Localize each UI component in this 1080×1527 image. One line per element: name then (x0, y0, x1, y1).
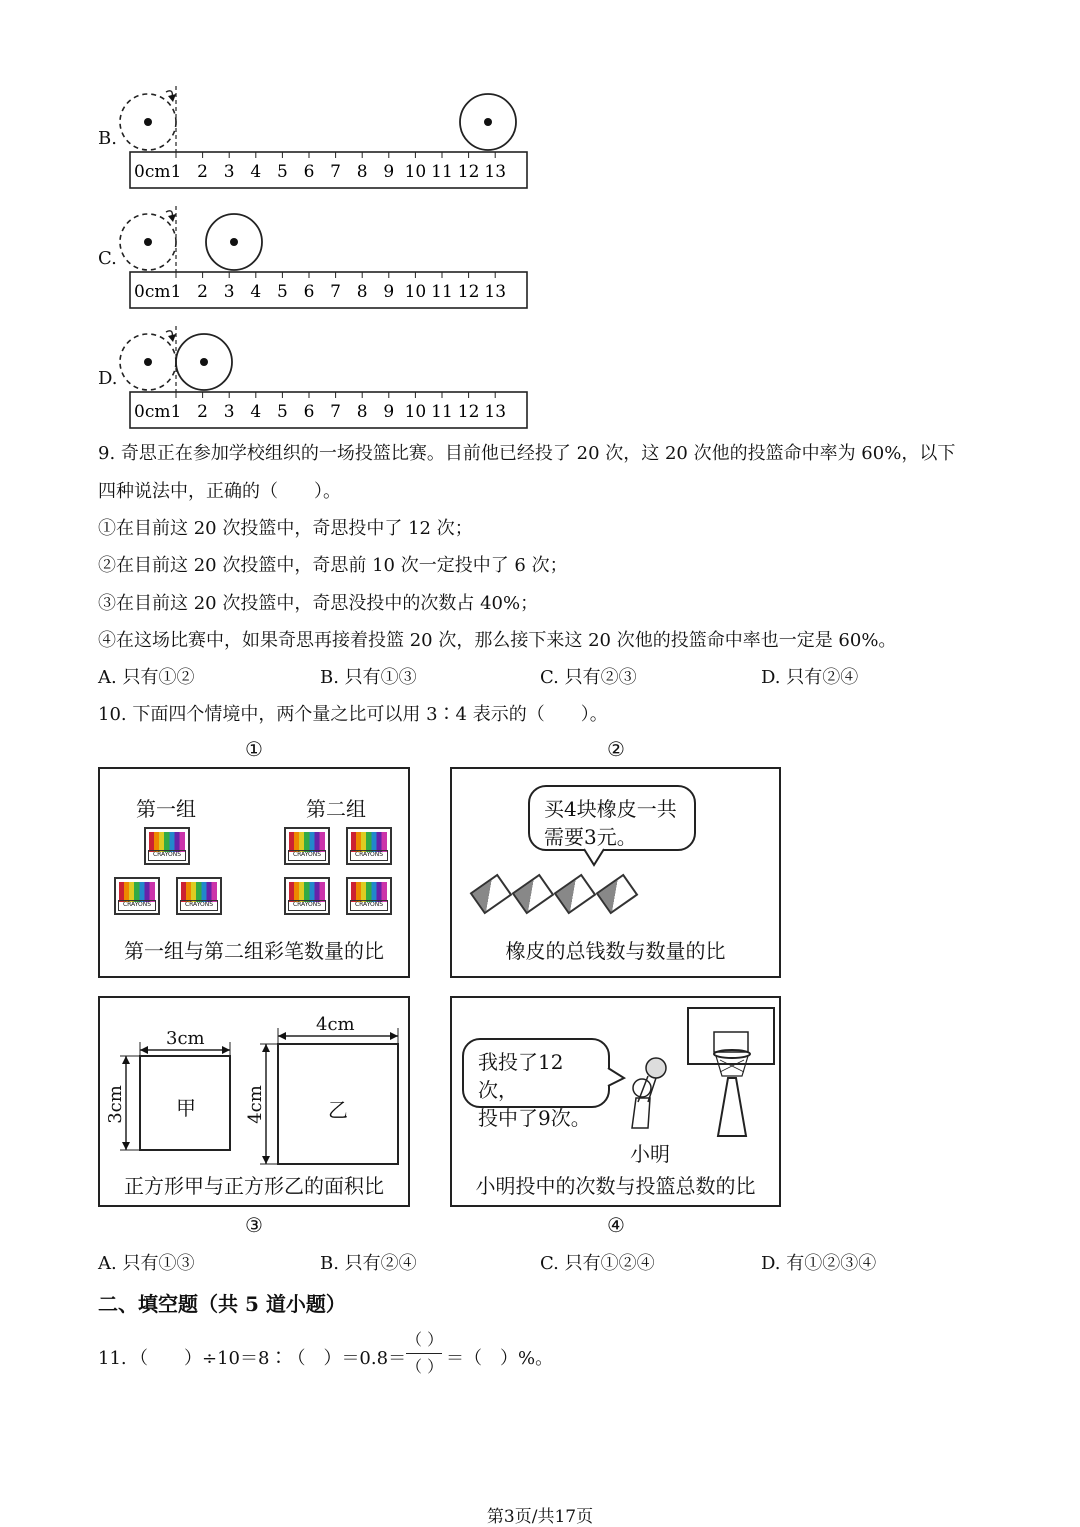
option-label: D. (98, 368, 118, 389)
q10-choice-c[interactable]: C. 只有①②④ (540, 1253, 655, 1274)
q11-number: 11. (98, 1348, 127, 1369)
ruler-tick-label: 5 (276, 402, 288, 422)
ruler-tick-label: 0cm (134, 162, 171, 182)
panel-number-4: ④ (607, 1213, 625, 1237)
q10-choice-a[interactable]: A. 只有①③ (98, 1253, 195, 1274)
q10-choice-b[interactable]: B. 只有②④ (320, 1253, 417, 1274)
q9-choice-b[interactable]: B. 只有①③ (320, 667, 417, 688)
ruler-tick-label: 2 (197, 402, 209, 422)
panel3-caption: 正方形甲与正方形乙的面积比 (124, 1174, 384, 1198)
option-label: C. (98, 248, 117, 269)
speech-bubble (528, 785, 696, 851)
ruler-tick-label: 4 (250, 402, 262, 422)
ruler-tick-label: 10 (404, 282, 427, 302)
square-b-width: 4cm (316, 1014, 355, 1035)
q9-stem-line2: 四种说法中，正确的（ ）。 (98, 481, 341, 502)
crayon-box-icon: CRAYONS (284, 877, 330, 915)
ruler-tick-label: 11 (431, 402, 453, 422)
q11-part2: ＝（ ）%。 (446, 1348, 554, 1369)
panel4-caption: 小明投中的次数与投篮总数的比 (475, 1174, 756, 1198)
q9-statement-3: ③在目前这 20 次投篮中，奇思没投中的次数占 40%； (98, 593, 539, 614)
panel-number-2: ② (607, 737, 625, 761)
crayon-box-icon: CRAYONS (346, 877, 392, 915)
ruler-tick-label: 12 (457, 402, 480, 422)
panel-crayons (98, 767, 410, 978)
ruler-tick-label: 4 (250, 282, 262, 302)
crayon-box-icon: CRAYONS (144, 827, 190, 865)
ruler-tick-label: 0cm (134, 282, 171, 302)
q9-stem-line1: 9. 奇思正在参加学校组织的一场投篮比赛。目前他已经投了 20 次，这 20 次他的投篮命中率为 60%，以下 (98, 443, 956, 464)
ruler-tick-label: 6 (303, 162, 315, 182)
section-title: 二、填空题（共 5 道小题） (98, 1292, 346, 1316)
ruler-tick-label: 1 (170, 282, 182, 302)
basketball-scene (452, 998, 780, 1148)
ruler-tick-label: 6 (303, 282, 315, 302)
eraser-icon (512, 874, 555, 915)
ruler-tick-label: 9 (383, 402, 395, 422)
panel2-caption: 橡皮的总钱数与数量的比 (505, 939, 726, 963)
ruler-tick-label: 13 (484, 282, 507, 302)
q10-choice-d[interactable]: D. 有①②③④ (761, 1253, 877, 1274)
ruler-tick-label: 8 (356, 402, 368, 422)
square-b-name: 乙 (328, 1098, 348, 1122)
crayon-box-icon: CRAYONS (176, 877, 222, 915)
ruler-figure-c (110, 204, 540, 314)
group1-label: 第一组 (136, 797, 196, 821)
panel-number-3: ③ (245, 1213, 263, 1237)
ruler-tick-label: 5 (276, 282, 288, 302)
ruler-tick-label: 12 (457, 282, 480, 302)
q9-choice-c[interactable]: C. 只有②③ (540, 667, 637, 688)
q10-stem: 10. 下面四个情境中，两个量之比可以用 3∶4 表示的（ ）。 (98, 704, 608, 725)
ruler-tick-label: 12 (457, 162, 480, 182)
ruler-tick-label: 13 (484, 162, 507, 182)
ruler-tick-label: 13 (484, 402, 507, 422)
bubble-line-1: 我投了12次， (478, 1050, 564, 1102)
square-b-height: 4cm (244, 1085, 266, 1124)
ruler-tick-label: 3 (223, 402, 235, 422)
ruler-tick-label: 7 (330, 162, 342, 182)
ruler-tick-label: 1 (170, 162, 182, 182)
fraction-numerator[interactable]: （ ） (406, 1330, 444, 1349)
eraser-icon (470, 874, 513, 915)
squares-diagram (100, 998, 408, 1168)
fraction-bar (406, 1353, 442, 1354)
panel-number-1: ① (245, 737, 263, 761)
panel1-caption: 第一组与第二组彩笔数量的比 (124, 939, 384, 963)
eraser-icon (554, 874, 597, 915)
q9-choice-d[interactable]: D. 只有②④ (761, 667, 859, 688)
ruler-tick-label: 8 (356, 162, 368, 182)
q9-choice-a[interactable]: A. 只有①② (98, 667, 195, 688)
crayon-box-icon: CRAYONS (284, 827, 330, 865)
ruler-tick-label: 1 (170, 402, 182, 422)
panel-erasers (450, 767, 781, 978)
ruler-tick-label: 10 (404, 162, 427, 182)
panel-basketball (450, 996, 781, 1207)
ruler-tick-label: 8 (356, 282, 368, 302)
eraser-icon (596, 874, 639, 915)
square-a-name: 甲 (176, 1096, 196, 1120)
ruler-tick-label: 3 (223, 282, 235, 302)
ruler-tick-label: 7 (330, 402, 342, 422)
q9-statement-4: ④在这场比赛中，如果奇思再接着投篮 20 次，那么接下来这 20 次他的投篮命中率也一定是 60%。 (98, 630, 897, 651)
ruler-tick-label: 9 (383, 162, 395, 182)
ruler-tick-label: 10 (404, 402, 427, 422)
q9-statement-2: ②在目前这 20 次投篮中，奇思前 10 次一定投中了 6 次； (98, 555, 568, 576)
ruler-tick-label: 2 (197, 282, 209, 302)
group2-label: 第二组 (306, 797, 366, 821)
ruler-tick-label: 6 (303, 402, 315, 422)
ruler-tick-label: 4 (250, 162, 262, 182)
crayon-box-icon: CRAYONS (346, 827, 392, 865)
ruler-tick-label: 9 (383, 282, 395, 302)
bubble-line-2: 投中了9次。 (478, 1106, 591, 1130)
panel-squares (98, 996, 410, 1207)
square-a-width: 3cm (166, 1028, 205, 1049)
ruler-tick-label: 2 (197, 162, 209, 182)
bubble-line-2: 需要3元。 (544, 825, 637, 849)
crayon-box-icon: CRAYONS (114, 877, 160, 915)
bubble-line-1: 买4块橡皮一共 (544, 797, 677, 821)
bubble-tail (582, 847, 612, 867)
option-label: B. (98, 128, 117, 149)
ruler-tick-label: 11 (431, 162, 453, 182)
ruler-tick-label: 11 (431, 282, 453, 302)
ruler-tick-label: 0cm (134, 402, 171, 422)
q11-part1: （ ）÷10＝8∶（ ）＝0.8＝ (130, 1348, 407, 1369)
q11-fraction (406, 1330, 442, 1377)
ruler-tick-label: 3 (223, 162, 235, 182)
person-name: 小明 (630, 1142, 670, 1166)
fraction-denominator[interactable]: （ ） (406, 1357, 444, 1376)
ruler-figure-d (110, 324, 540, 434)
ruler-figure-b (110, 84, 540, 194)
ruler-tick-label: 7 (330, 282, 342, 302)
ruler-tick-label: 5 (276, 162, 288, 182)
square-a-height: 3cm (104, 1085, 126, 1124)
page-footer: 第3页/共17页 (486, 1507, 594, 1527)
q9-statement-1: ①在目前这 20 次投篮中，奇思投中了 12 次； (98, 518, 473, 539)
